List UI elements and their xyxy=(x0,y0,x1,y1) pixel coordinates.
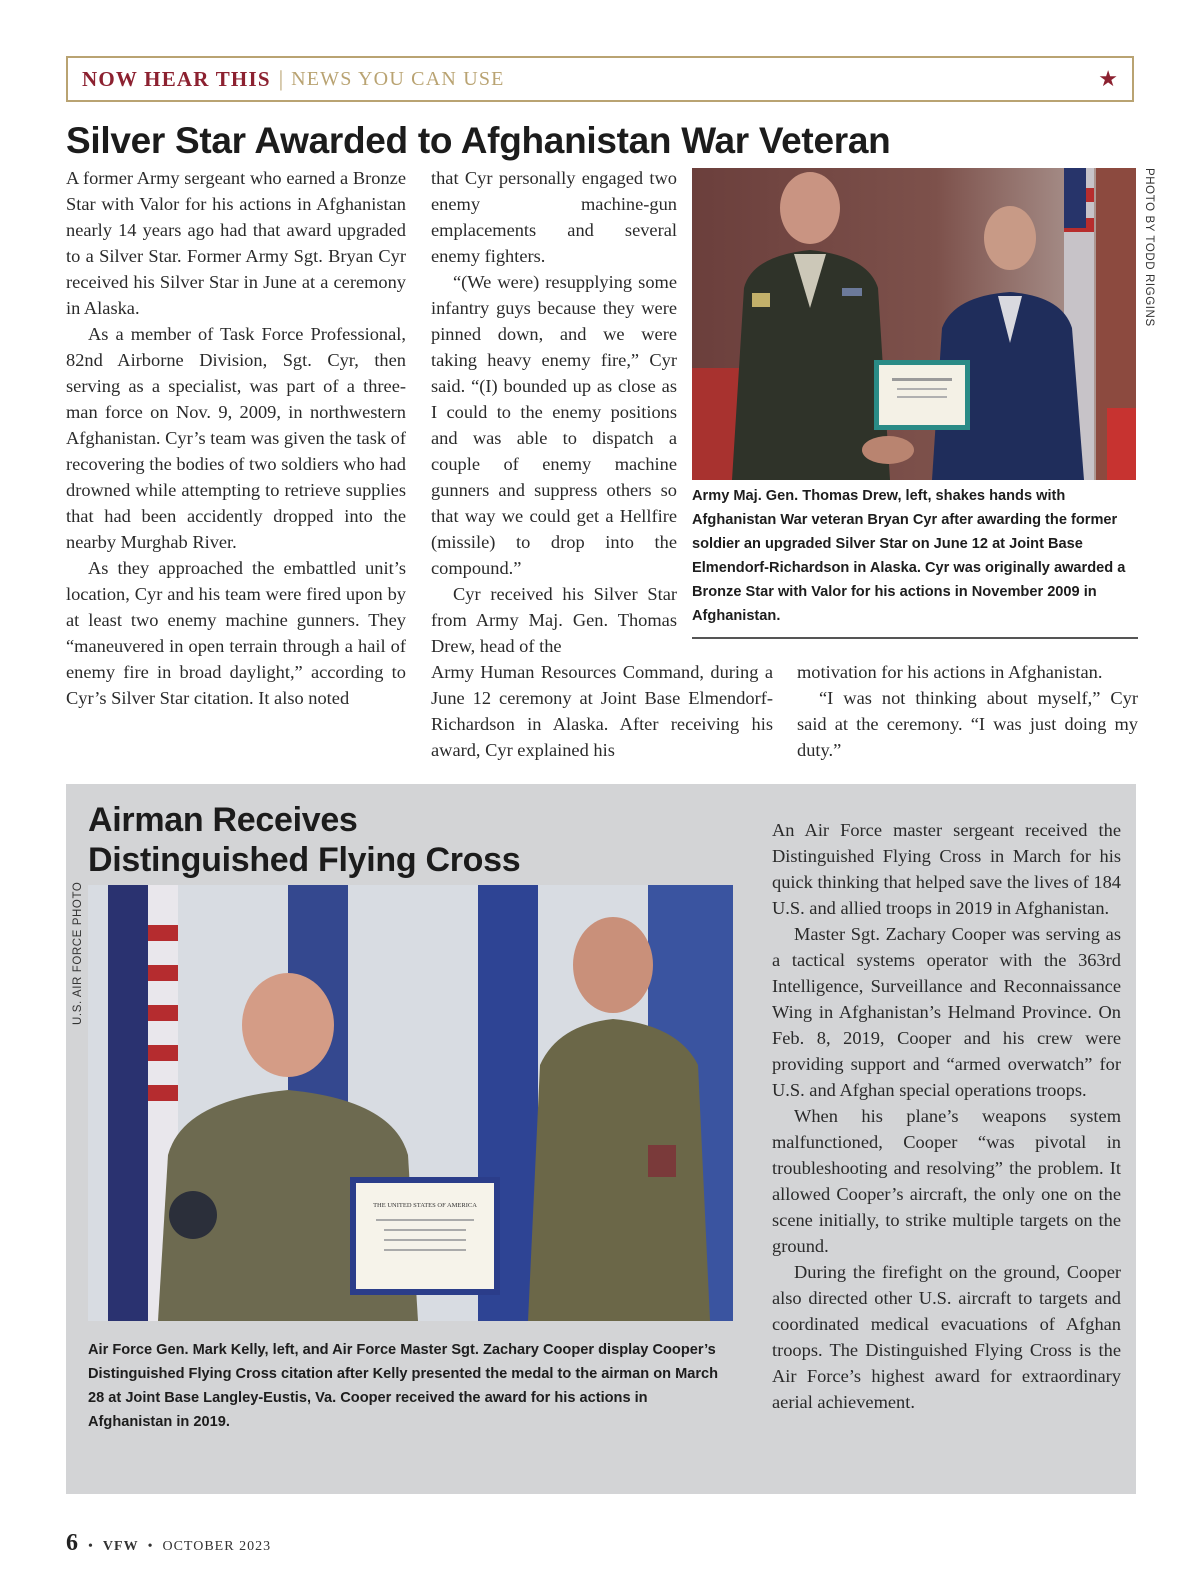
section-title: NOW HEAR THIS xyxy=(82,66,271,91)
paragraph: As they approached the embattled unit’s location, Cyr and his team were fired upon by at least two enemy machine gunners. They “maneuvered in open terrain through a hail of enemy fire in broad daylight,” according to Cyr’s Silver Star citation. It also noted xyxy=(66,558,406,708)
paragraph: Master Sgt. Zachary Cooper was serving as a tactical systems operator with the 363rd Intelligence, Surveillance and Reconnaissance Wing in Afghanistan’s Helmand Province. On Feb. 8, 2019, Cooper and his crew were providing support and “armed overwatch” for U.S. and Afghan special operations troops. xyxy=(772,924,1121,1100)
headline-line: Airman Receives xyxy=(88,801,358,839)
page-number: 6 xyxy=(66,1530,78,1556)
award-ceremony-photo xyxy=(692,168,1136,480)
paragraph: During the firefight on the ground, Cooper also directed other U.S. aircraft to targets and coordinated medical evacuations of Afghan troops. The Distinguished Flying Cross is the Air Force’s highest award for extraordinary aerial achievement. xyxy=(772,1262,1121,1412)
caption-divider xyxy=(692,637,1138,639)
paragraph: When his plane’s weapons system malfunctioned, Cooper “was pivotal in troubleshooting and resolving” the problem. It allowed Cooper’s aircraft, the only one on the scene initially, to strike multiple targets on the ground. xyxy=(772,1106,1121,1256)
article-column-2-continued xyxy=(431,659,773,763)
paragraph: motivation for his actions in Afghanistan. xyxy=(797,662,1103,682)
photo-illustration xyxy=(692,168,1136,480)
footer-bullet: • xyxy=(88,1539,94,1554)
publication-name: VFW xyxy=(102,1539,139,1554)
paragraph: that Cyr personally engaged two enemy machine-gun emplacements and several enemy fighters. xyxy=(431,168,677,266)
section-banner xyxy=(66,56,1134,102)
paragraph: An Air Force master sergeant received the Distinguished Flying Cross in March for his quick thinking that helped save the lives of 184 U.S. and allied troops in 2019 in Afghanistan. xyxy=(772,820,1121,918)
star-icon: ★ xyxy=(1098,66,1118,91)
section-separator: | xyxy=(278,66,284,91)
article-column-2 xyxy=(431,165,677,659)
paragraph: “I was not thinking about myself,” Cyr said at the ceremony. “I was just doing my duty.” xyxy=(797,688,1138,760)
article-body xyxy=(772,817,1121,1415)
paragraph: “(We were) resupplying some infantry guys because they were pinned down, and we were taking heavy enemy fire,” Cyr said. “(I) bounded up as close as I could to the enemy positions and was able to dispatch a couple of enemy machine gunners and suppress others so that way we could get a Hellfire (missile) to drop into the compound.” xyxy=(431,272,677,578)
photo-credit: U.S. AIR FORCE PHOTO xyxy=(72,881,84,1025)
article-column-1 xyxy=(66,165,406,711)
issue-date: OCTOBER 2023 xyxy=(162,1539,272,1554)
article-headline: Silver Star Awarded to Afghanistan War Veteran xyxy=(66,120,891,161)
photo-illustration xyxy=(88,885,733,1321)
section-subtitle: NEWS YOU CAN USE xyxy=(291,67,505,90)
flying-cross-photo xyxy=(88,885,733,1321)
headline-line: Distinguished Flying Cross xyxy=(88,841,521,879)
footer-bullet: • xyxy=(147,1539,154,1554)
photo-credit: PHOTO BY TODD RIGGINS xyxy=(1143,168,1155,327)
paragraph: Army Human Resources Command, during a June 12 ceremony at Joint Base Elmendorf-Richardson in Alaska. After receiving his award, Cyr explained his xyxy=(431,662,773,760)
certificate-heading: THE UNITED STATES OF AMERICA xyxy=(373,1202,477,1209)
paragraph: As a member of Task Force Professional, 82nd Airborne Division, Sgt. Cyr, then serving as a specialist, was part of a three-man force on Nov. 9, 2009, in northwestern Afghanistan. Cyr’s team was given the task of recovering the bodies of two soldiers who had drowned while attempting to retrieve supplies that had been accidently dropped into the nearby Murghab River. xyxy=(66,324,406,552)
page-footer xyxy=(66,1530,271,1557)
photo-caption: Army Maj. Gen. Thomas Drew, left, shakes hands with Afghanistan War veteran Bryan Cyr after awarding the former soldier an upgraded Silver Star on June 12 at Joint Base Elmendorf-Richardson in Alaska. Cyr was originally awarded a Bronze Star with Valor for his actions in November 2009 in Afghanistan. xyxy=(692,488,1126,624)
paragraph: Cyr received his Silver Star from Army Maj. Gen. Thomas Drew, head of the xyxy=(431,584,677,656)
article-column-3 xyxy=(797,659,1138,763)
article-headline xyxy=(88,800,608,880)
photo-caption: Air Force Gen. Mark Kelly, left, and Air Force Master Sgt. Zachary Cooper display Cooper’s Distinguished Flying Cross citation after Kelly presented the medal to the airman on March 28 at Joint Base Langley-Eustis, Va. Cooper received the award for his actions in Afghanistan in 2019. xyxy=(88,1342,719,1430)
paragraph: A former Army sergeant who earned a Bronze Star with Valor for his actions in Afghanistan nearly 14 years ago had that award upgraded to a Silver Star. Former Army Sgt. Bryan Cyr received his Silver Star in June at a ceremony in Alaska. xyxy=(66,168,406,318)
